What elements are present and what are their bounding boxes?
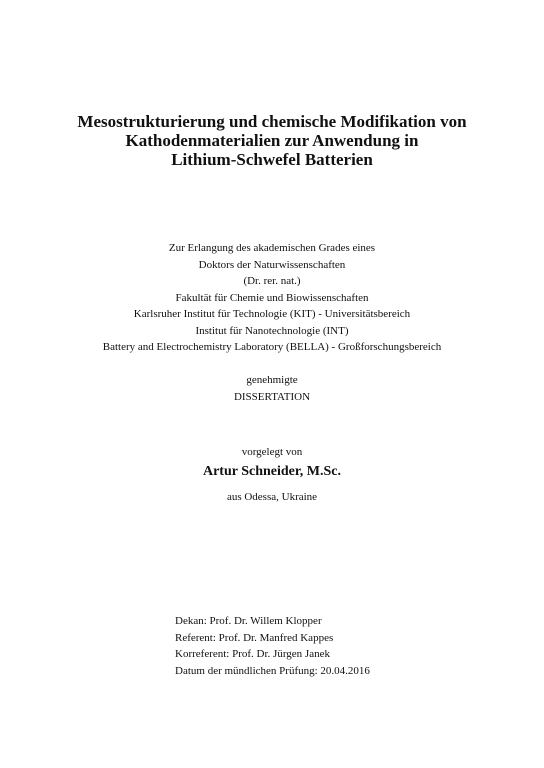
author-origin: aus Odessa, Ukraine (226, 491, 318, 503)
thesis-title-line-1: Mesostrukturierung und chemische Modifikation von (77, 112, 467, 131)
degree-name-line: Doktors der Naturwissenschaften (198, 258, 346, 271)
approval-block (20, 372, 524, 405)
dean-line: Dekan: Prof. Dr. Willem Klopper (175, 615, 322, 627)
submitted-by-text: vorgelegt von (241, 446, 303, 458)
degree-purpose-block (20, 240, 524, 356)
author-origin-block (20, 489, 524, 506)
thesis-title (40, 112, 504, 169)
submitted-by-label (20, 444, 524, 461)
laboratory-line: Battery and Electrochemistry Laboratory (BELLA) - Großforschungsbereich (102, 341, 442, 353)
thesis-title-line-3: Lithium-Schwefel Batterien (171, 150, 373, 169)
degree-purpose-line: Zur Erlangung des akademischen Grades eines (168, 242, 376, 254)
degree-abbreviation-line: (Dr. rer. nat.) (243, 275, 301, 287)
referee-line: Referent: Prof. Dr. Manfred Kappes (175, 631, 334, 644)
committee-block (175, 613, 370, 679)
approval-text: genehmigte (246, 374, 298, 386)
oral-exam-date-line: Datum der mündlichen Prüfung: 20.04.2016 (175, 664, 370, 677)
thesis-title-line-2: Kathodenmaterialien zur Anwendung in (125, 131, 419, 150)
document-type: DISSERTATION (233, 390, 311, 403)
university-line: Karlsruher Institut für Technologie (KIT) - Universitätsbereich (133, 308, 411, 320)
institute-line: Institut für Nanotechnologie (INT) (195, 324, 349, 337)
co-referee-line: Korreferent: Prof. Dr. Jürgen Janek (175, 648, 330, 660)
faculty-line: Fakultät für Chemie und Biowissenschaften (175, 291, 369, 304)
author-name: Artur Schneider, M.Sc. (202, 464, 342, 479)
